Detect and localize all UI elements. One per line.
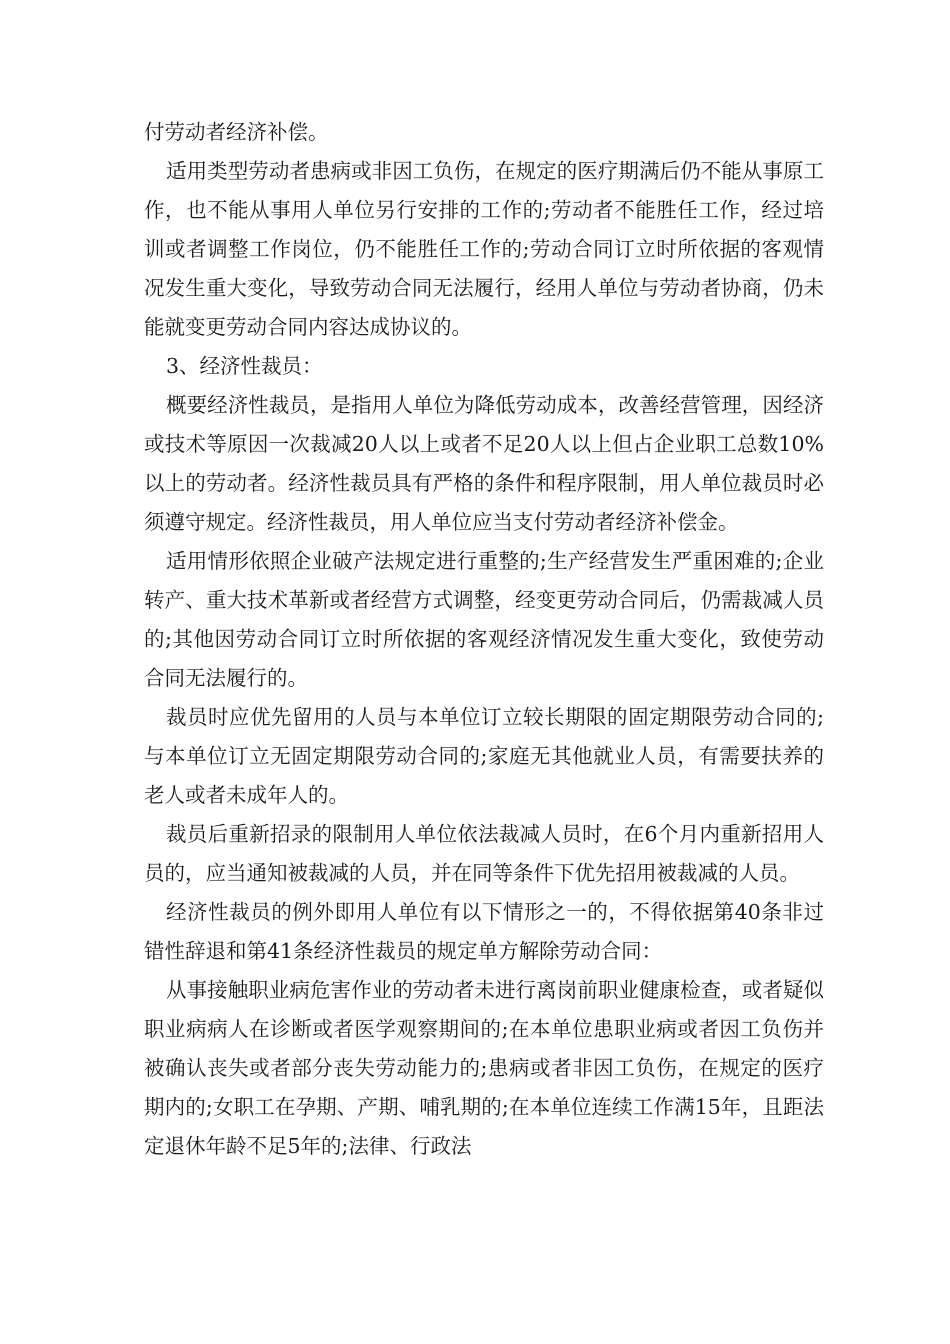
paragraph-applicable-situations: 适用情形依照企业破产法规定进行重整的;生产经营发生严重困难的;企业转产、重大技术革新或者经营方式调整，经变更劳动合同后，仍需裁减人员的;其他因劳动合同订立时所依据的客观经济情况发生重大变化，致使劳动合同无法履行的。 bbox=[144, 549, 824, 690]
paragraph-rehire-restriction: 裁员后重新招录的限制用人单位依法裁减人员时，在6个月内重新招用人员的，应当通知被裁减的人员，并在同等条件下优先招用被裁减的人员。 bbox=[144, 822, 824, 885]
paragraph-applicable-types: 适用类型劳动者患病或非因工负伤，在规定的医疗期满后仍不能从事原工作，也不能从事用人单位另行安排的工作的;劳动者不能胜任工作，经过培训或者调整工作岗位，仍不能胜任工作的;劳动合同订立时所依据的客观情况发生重大变化，导致劳动合同无法履行，经用人单位与劳动者协商，仍未能就变更劳动合同内容达成协议的。 bbox=[144, 159, 824, 339]
paragraph-layoff-exceptions: 经济性裁员的例外即用人单位有以下情形之一的，不得依据第40条非过错性辞退和第41条经济性裁员的规定单方解除劳动合同： bbox=[144, 900, 824, 963]
document-body bbox=[144, 113, 824, 1166]
section-heading-economic-layoff: 3、经济性裁员： bbox=[166, 354, 323, 378]
paragraph-continuation: 付劳动者经济补偿。 bbox=[144, 120, 329, 144]
paragraph-priority-retention: 裁员时应优先留用的人员与本单位订立较长期限的固定期限劳动合同的;与本单位订立无固定期限劳动合同的;家庭无其他就业人员，有需要扶养的老人或者未成年人的。 bbox=[144, 705, 824, 807]
paragraph-exception-cases: 从事接触职业病危害作业的劳动者未进行离岗前职业健康检查，或者疑似职业病病人在诊断或者医学观察期间的;在本单位患职业病或者因工负伤并被确认丧失或者部分丧失劳动能力的;患病或者非因工负伤，在规定的医疗期内的;女职工在孕期、产期、哺乳期的;在本单位连续工作满15年，且距法定退休年龄不足5年的;法律、行政法 bbox=[144, 978, 824, 1158]
paragraph-layoff-summary: 概要经济性裁员，是指用人单位为降低劳动成本，改善经营管理，因经济或技术等原因一次裁减20人以上或者不足20人以上但占企业职工总数10%以上的劳动者。经济性裁员具有严格的条件和程序限制，用人单位裁员时必须遵守规定。经济性裁员，用人单位应当支付劳动者经济补偿金。 bbox=[144, 393, 824, 534]
